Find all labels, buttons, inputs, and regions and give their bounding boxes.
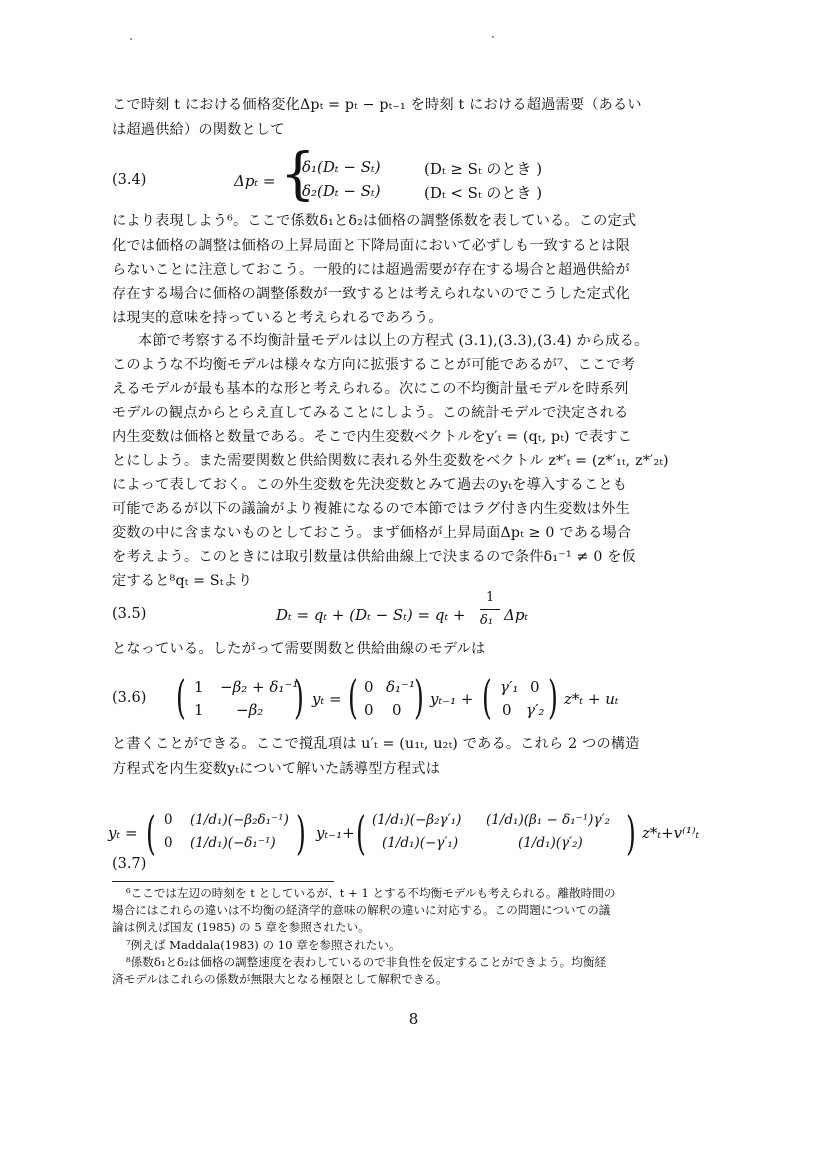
left-brace: {	[280, 142, 316, 207]
matrix-cell: 0	[164, 835, 173, 851]
body-text-line: を考えよう。このときには取引数量は供給曲線上で決まるので条件δ₁⁻¹ ≠ 0 を仮	[112, 549, 637, 565]
equation-number: (3.5)	[112, 606, 147, 622]
matrix-cell: 0	[364, 678, 374, 696]
fraction-numerator: 1	[486, 590, 495, 605]
equation-body: z*ₜ + uₜ	[564, 690, 619, 708]
page-number: 8	[408, 1010, 419, 1028]
matrix-cell: δ₁⁻¹	[386, 678, 415, 696]
body-text-line: 内生変数は価格と数量である。そこで内生変数ベクトルをy′ₜ = (qₜ, pₜ) で表すこ	[112, 429, 633, 445]
matrix-cell: 0	[364, 701, 374, 719]
left-paren: (	[176, 670, 186, 724]
equation-body: yₜ =	[312, 690, 342, 708]
matrix-cell: 0	[530, 678, 540, 696]
scan-speck	[130, 38, 132, 40]
left-paren: (	[482, 670, 492, 724]
matrix-cell: −β₂ + δ₁⁻¹	[220, 678, 299, 696]
matrix-cell: (1/d₁)(−β₂δ₁⁻¹)	[190, 812, 289, 828]
fraction-denominator: δ₁	[480, 613, 494, 628]
footnote-line: ⁸係数δ₁とδ₂は価格の調整速度を表わしているので非負性を仮定することができよう。均衡経	[126, 955, 607, 969]
footnote-line: ⁶ここでは左辺の時刻を t としているが、t + 1 とする不均衡モデルも考えられる。離散時間の	[126, 886, 616, 900]
body-text-line: 変数の中に含まないものとしておこう。まず価格が上昇局面Δpₜ ≥ 0 である場合	[112, 525, 632, 541]
matrix-cell: 0	[502, 701, 512, 719]
left-paren: (	[356, 806, 366, 860]
footnote-line: 場合にはこれらの違いは不均衡の経済学的意味の解釈の違いに対応する。この問題についての議	[112, 903, 611, 917]
matrix-cell: 0	[392, 701, 402, 719]
equation-number: (3.7)	[112, 856, 147, 872]
body-text-line: により表現しよう⁶。ここで係数δ₁とδ₂は価格の調整係数を表している。この定式	[112, 213, 637, 229]
body-text-line: によって表しておく。この外生変数を先決変数とみて過去のyₜを導入することも	[112, 477, 628, 493]
right-paren: )	[296, 806, 306, 860]
equation-number: (3.4)	[112, 172, 147, 188]
matrix-cell: 1	[194, 701, 204, 719]
right-paren: )	[626, 806, 636, 860]
equation-body: z*ₜ+v⁽¹⁾ₜ	[642, 824, 700, 842]
matrix-cell: γ′₁	[500, 678, 519, 696]
matrix-cell: (1/d₁)(γ′₂)	[518, 835, 583, 851]
right-paren: )	[548, 670, 558, 724]
fraction-bar	[480, 609, 500, 610]
body-text-line: 可能であるが以下の議論がより複雑になるので本節ではラグ付き内生変数は外生	[112, 501, 630, 517]
body-text-line: えるモデルが最も基本的な形と考えられる。次にこの不均衡計量モデルを時系列	[112, 381, 629, 397]
body-text-line: モデルの観点からとらえ直してみることにしよう。この統計モデルで決定される	[112, 405, 629, 421]
body-text-line: 化では価格の調整は価格の上昇局面と下降局面において必ずしも一致するとは限	[112, 238, 630, 254]
matrix-cell: −β₂	[236, 701, 264, 719]
matrix-cell: (1/d₁)(β₁ − δ₁⁻¹)γ′₂	[486, 812, 610, 828]
equation-condition: (Dₜ < Sₜ のとき )	[424, 184, 543, 202]
right-paren: )	[414, 670, 424, 724]
equation-number: (3.6)	[112, 690, 147, 706]
matrix-cell: (1/d₁)(−δ₁⁻¹)	[190, 835, 276, 851]
equation-body: Dₜ = qₜ + (Dₜ − Sₜ) = qₜ +	[276, 606, 466, 624]
footnote-line: 済モデルはこれらの係数が無限大となる極限として解釈できる。	[112, 972, 448, 986]
right-paren: )	[294, 670, 304, 724]
body-text-line: 本節で考察する不均衡計量モデルは以上の方程式 (3.1),(3.3),(3.4) から成る。	[138, 333, 649, 349]
matrix-cell: (1/d₁)(−β₂γ′₁)	[372, 812, 462, 828]
left-paren: (	[146, 806, 156, 860]
body-text-line: となっている。したがって需要関数と供給曲線のモデルは	[112, 641, 486, 657]
body-text-line: 定すると⁸qₜ = Sₜより	[112, 573, 253, 589]
left-paren: (	[348, 670, 358, 724]
body-text-line: このような不均衡モデルは様々な方向に拡張することが可能であるが⁷、ここで考	[112, 357, 636, 373]
matrix-cell: (1/d₁)(−γ′₁)	[382, 835, 459, 851]
body-text-line: と書くことができる。ここで撹乱項は u′ₜ = (u₁ₜ, u₂ₜ) である。これら 2 つの構造	[112, 736, 640, 752]
body-text-line: は超過供給）の関数として	[112, 122, 285, 138]
matrix-cell: γ′₂	[526, 701, 545, 719]
body-text-line: 存在する場合に価格の調整係数が一致するとは考えられないのでこうした定式化	[112, 286, 630, 302]
scan-speck	[492, 36, 494, 38]
matrix-cell: 0	[164, 812, 173, 828]
footnote-line: ⁷例えば Maddala(1983) の 10 章を参照されたい。	[126, 938, 401, 952]
body-text-line: こで時刻 t における価格変化Δpₜ = pₜ − pₜ₋₁ を時刻 t における超過需要（あるい	[112, 97, 642, 113]
footnote-rule	[112, 881, 334, 882]
body-text-line: 方程式を内生変数yₜについて解いた誘導型方程式は	[112, 761, 441, 777]
body-text-line: とにしよう。また需要関数と供給関数に表れる外生変数をベクトル z*′ₜ = (z*′₁ₜ, z*′₂ₜ)	[112, 453, 669, 469]
matrix-cell: 1	[194, 678, 204, 696]
equation-case: δ₂(Dₜ − Sₜ)	[302, 182, 381, 200]
equation-case: δ₁(Dₜ − Sₜ)	[302, 158, 381, 176]
body-text-line: らないことに注意しておこう。一般的には超過需要が存在する場合と超過供給が	[112, 262, 630, 278]
footnote-line: 論は例えば国友 (1985) の 5 章を参照されたい。	[112, 920, 370, 934]
equation-body: yₜ₋₁ +	[430, 690, 474, 708]
body-text-line: は現実的意味を持っていると考えられるであろう。	[112, 310, 443, 326]
equation-condition: (Dₜ ≥ Sₜ のとき )	[424, 160, 543, 178]
equation-body: yₜ =	[108, 824, 138, 842]
equation-body: Δpₜ	[504, 606, 529, 624]
equation-body: yₜ₋₁+	[316, 824, 355, 842]
equation-lhs: Δpₜ =	[234, 172, 276, 190]
